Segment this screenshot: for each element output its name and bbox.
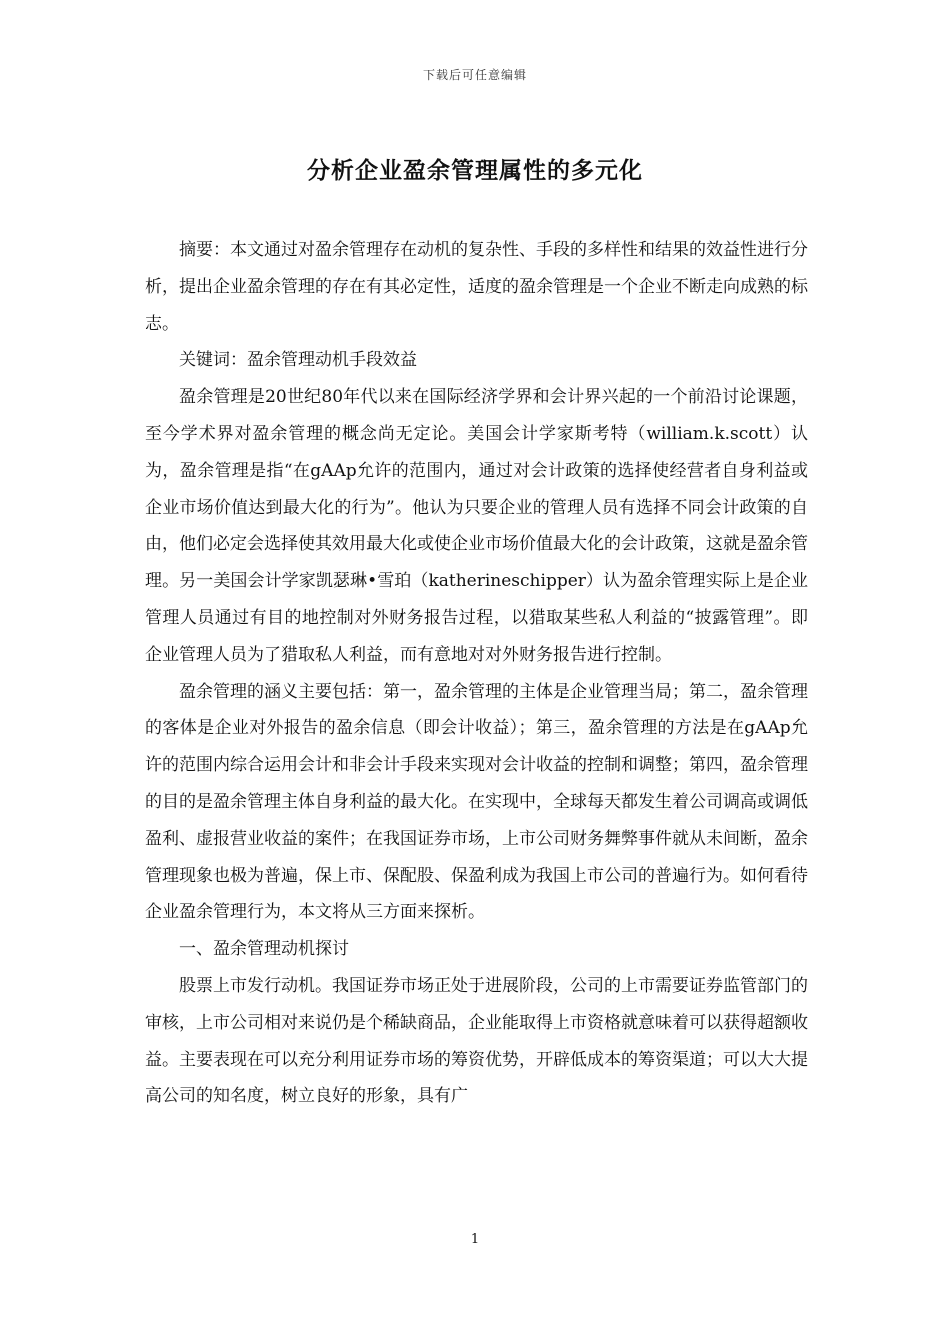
header-note: 下载后可任意编辑 <box>422 68 527 82</box>
keywords-paragraph: 关键词：盈余管理动机手段效益 <box>179 350 417 371</box>
document-title: 分析企业盈余管理属性的多元化 <box>307 157 643 184</box>
section-heading: 一、盈余管理动机探讨 <box>179 939 349 960</box>
page-number: 1 <box>470 1232 480 1247</box>
body-paragraph: 股票上市发行动机。我国证券市场正处于进展阶段，公司的上市需要证券监管部门的审核，上市公司相对来说仍是个稀缺商品，企业能取得上市资格就意味着可以获得超额收益。主要表现在可以充分利用证券市场的筹资优势，开辟低成本的筹资渠道；可以大大提高公司的知名度，树立良好的形象，具有广 <box>145 975 808 1107</box>
body-paragraph: 盈余管理的涵义主要包括：第一，盈余管理的主体是企业管理当局；第二，盈余管理的客体是企业对外报告的盈余信息（即会计收益）；第三，盈余管理的方法是在gAAp允许的范围内综合运用会计和非会计手段来实现对会计收益的控制和调整；第四，盈余管理的目的是盈余管理主体自身利益的最大化。在实现中，全球每天都发生着公司调高或调低盈利、虚报营业收益的案件；在我国证券市场，上市公司财务舞弊事件就从未间断，盈余管理现象也极为普遍，保上市、保配股、保盈利成为我国上市公司的普遍行为。如何看待企业盈余管理行为，本文将从三方面来探析。 <box>145 681 808 923</box>
document-body <box>145 232 808 1115</box>
body-paragraph: 盈余管理是20世纪80年代以来在国际经济学界和会计界兴起的一个前沿讨论课题，至今学术界对盈余管理的概念尚无定论。美国会计学家斯考特（william.k.scott）认为，盈余管理是指“在gAAp允许的范围内，通过对会计政策的选择使经营者自身利益或企业市场价值达到最大化的行为”。他认为只要企业的管理人员有选择不同会计政策的自由，他们必定会选择使其效用最大化或使企业市场价值最大化的会计政策，这就是盈余管理。另一美国会计学家凯瑟琳•雪珀（katherineschipper）认为盈余管理实际上是企业管理人员通过有目的地控制对外财务报告过程，以猎取某些私人利益的“披露管理”。即企业管理人员为了猎取私人利益，而有意地对对外财务报告进行控制。 <box>145 387 808 665</box>
abstract-paragraph: 摘要：本文通过对盈余管理存在动机的复杂性、手段的多样性和结果的效益性进行分析，提出企业盈余管理的存在有其必定性，适度的盈余管理是一个企业不断走向成熟的标志。 <box>145 240 808 334</box>
